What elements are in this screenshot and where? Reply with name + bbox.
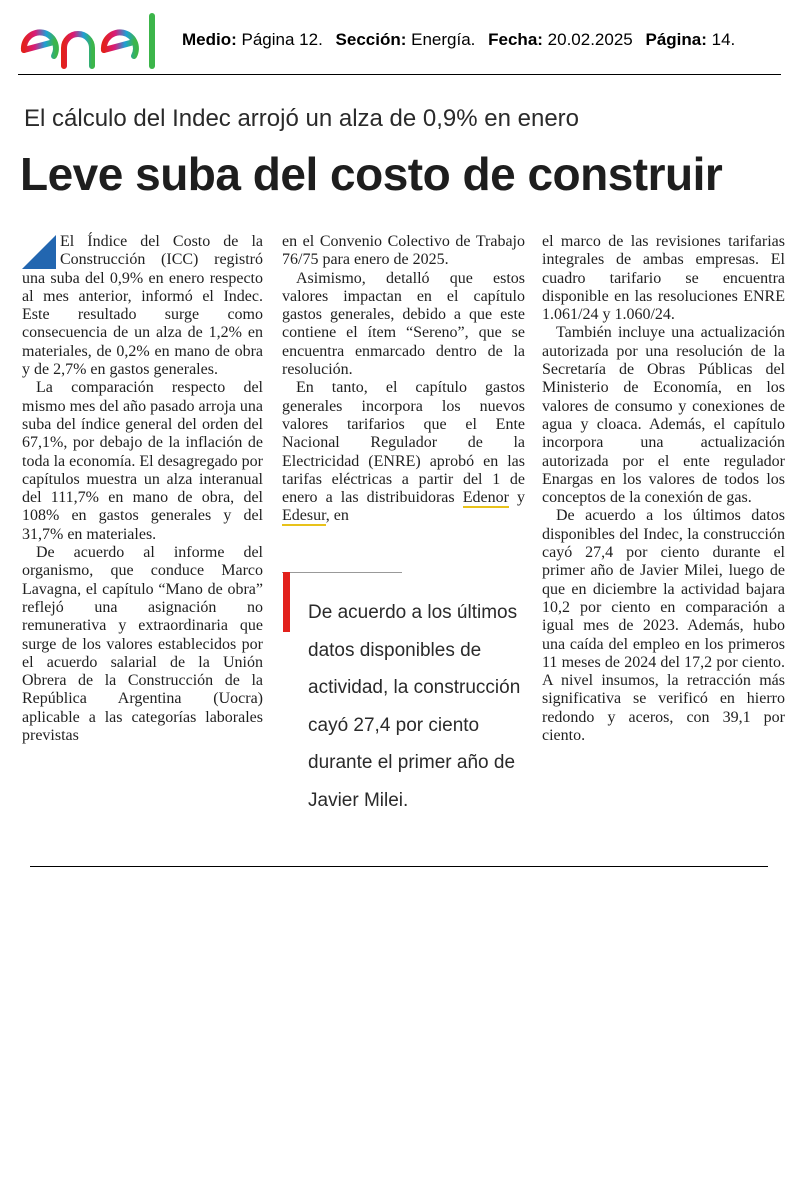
article-column-3 — [542, 233, 785, 745]
seccion-label: Sección: — [335, 30, 407, 49]
seccion-value: Energía. — [411, 30, 476, 49]
paragraph-text: y — [508, 489, 525, 507]
paragraph: en el Convenio Colectivo de Trabajo 76/75 para enero de 2025. — [282, 233, 525, 269]
footer-divider — [30, 866, 768, 867]
article-column-2 — [282, 233, 525, 526]
pull-quote-accent-bar — [283, 572, 290, 632]
medio-value: Página 12. — [241, 30, 323, 49]
medio-label: Medio: — [182, 30, 237, 49]
header-divider — [18, 74, 781, 75]
paragraph — [22, 233, 263, 379]
fecha-value: 20.02.2025 — [547, 30, 633, 49]
highlight-edenor: Edenor — [462, 489, 509, 507]
pull-quote-rule — [282, 572, 402, 573]
paragraph: De acuerdo a los últimos datos disponibles del Indec, la construcción cayó 27,4 por ciento durante el primer año de Javier Milei, luego de que en diciembre la actividad bajara 10,2 por ciento en comparación a igual mes de 2023. Además, hubo una caída del empleo en los primeros 11 meses de 2024 del 17,2 por ciento. A nivel insumos, la retracción más significativa se verificó en hierro redondo y aceros, con 39,1 por ciento. — [542, 507, 785, 745]
paragraph: Asimismo, detalló que estos valores impactan en el capítulo gastos generales, debido a que este contiene el ítem “Sereno”, que se encuentra enmarcado dentro de la resolución. — [282, 269, 525, 379]
pull-quote-text: De acuerdo a los últimos datos disponibles de actividad, la construcción cayó 27,4 por ciento durante el primer año de Javier Milei. — [308, 602, 521, 811]
article-column-1 — [22, 233, 263, 745]
section-marker-icon — [22, 235, 56, 269]
paragraph: También incluye una actualización autorizada por una resolución de la Secretaría de Obras Públicas del Ministerio de Economía, en los valores de consumo y conexiones de agua y cloaca. Además, el capítulo incorpora una actualización autorizada por el ente regulador Enargas en los valores de todos los conceptos de la conexión de gas. — [542, 324, 785, 507]
paragraph-text: El Índice del Costo de la Construcción (ICC) registró una suba del 0,9% en enero respecto al mes anterior, informó el Indec. Este resultado surge como consecuencia de un alza de 1,2% en materiales, de 0,2% en mano de obra y de 2,7% en gastos generales. — [22, 233, 263, 379]
paragraph — [282, 379, 525, 525]
article-headline: Leve suba del costo de construir — [20, 148, 723, 200]
paragraph-text: En tanto, el capítulo gastos generales incorpora los nuevos valores tarifarios que el Ente Nacional Regulador de la Electricidad (ENRE) aprobó en las tarifas eléctricas a partir del 1 de enero a las distribuidoras — [282, 379, 525, 507]
enel-logo-mark — [18, 12, 168, 70]
highlight-edesur: Edesur — [282, 507, 326, 525]
paragraph: De acuerdo al informe del organismo, que conduce Marco Lavagna, el capítulo “Mano de obra” reflejó una asignación no remunerativa y extraordinaria que surge de los valores establecidos por el acuerdo salarial de la Unión Obrera de la Construcción de la República Argentina (Uocra) aplicable a las categorías laborales previstas — [22, 544, 263, 745]
enel-logo — [18, 12, 168, 70]
paragraph: el marco de las revisiones tarifarias integrales de ambas empresas. El cuadro tarifario se encuentra disponible en las resoluciones ENRE 1.061/24 y 1.060/24. — [542, 233, 785, 324]
pagina-value: 14. — [711, 30, 736, 49]
fecha-label: Fecha: — [488, 30, 543, 49]
article-kicker: El cálculo del Indec arrojó un alza de 0,9% en enero — [24, 105, 580, 132]
paragraph: La comparación respecto del mismo mes del año pasado arroja una suba del índice general del orden del 67,1%, por debajo de la inflación de toda la economía. El desagregado por capítulos muestra un alza interanual del 111,7% en mano de obra, del 108% en gastos generales y del 31,7% en materiales. — [22, 379, 263, 543]
pagina-label: Página: — [645, 30, 707, 49]
clipping-metadata — [182, 30, 735, 50]
paragraph-text: , en — [325, 507, 349, 525]
